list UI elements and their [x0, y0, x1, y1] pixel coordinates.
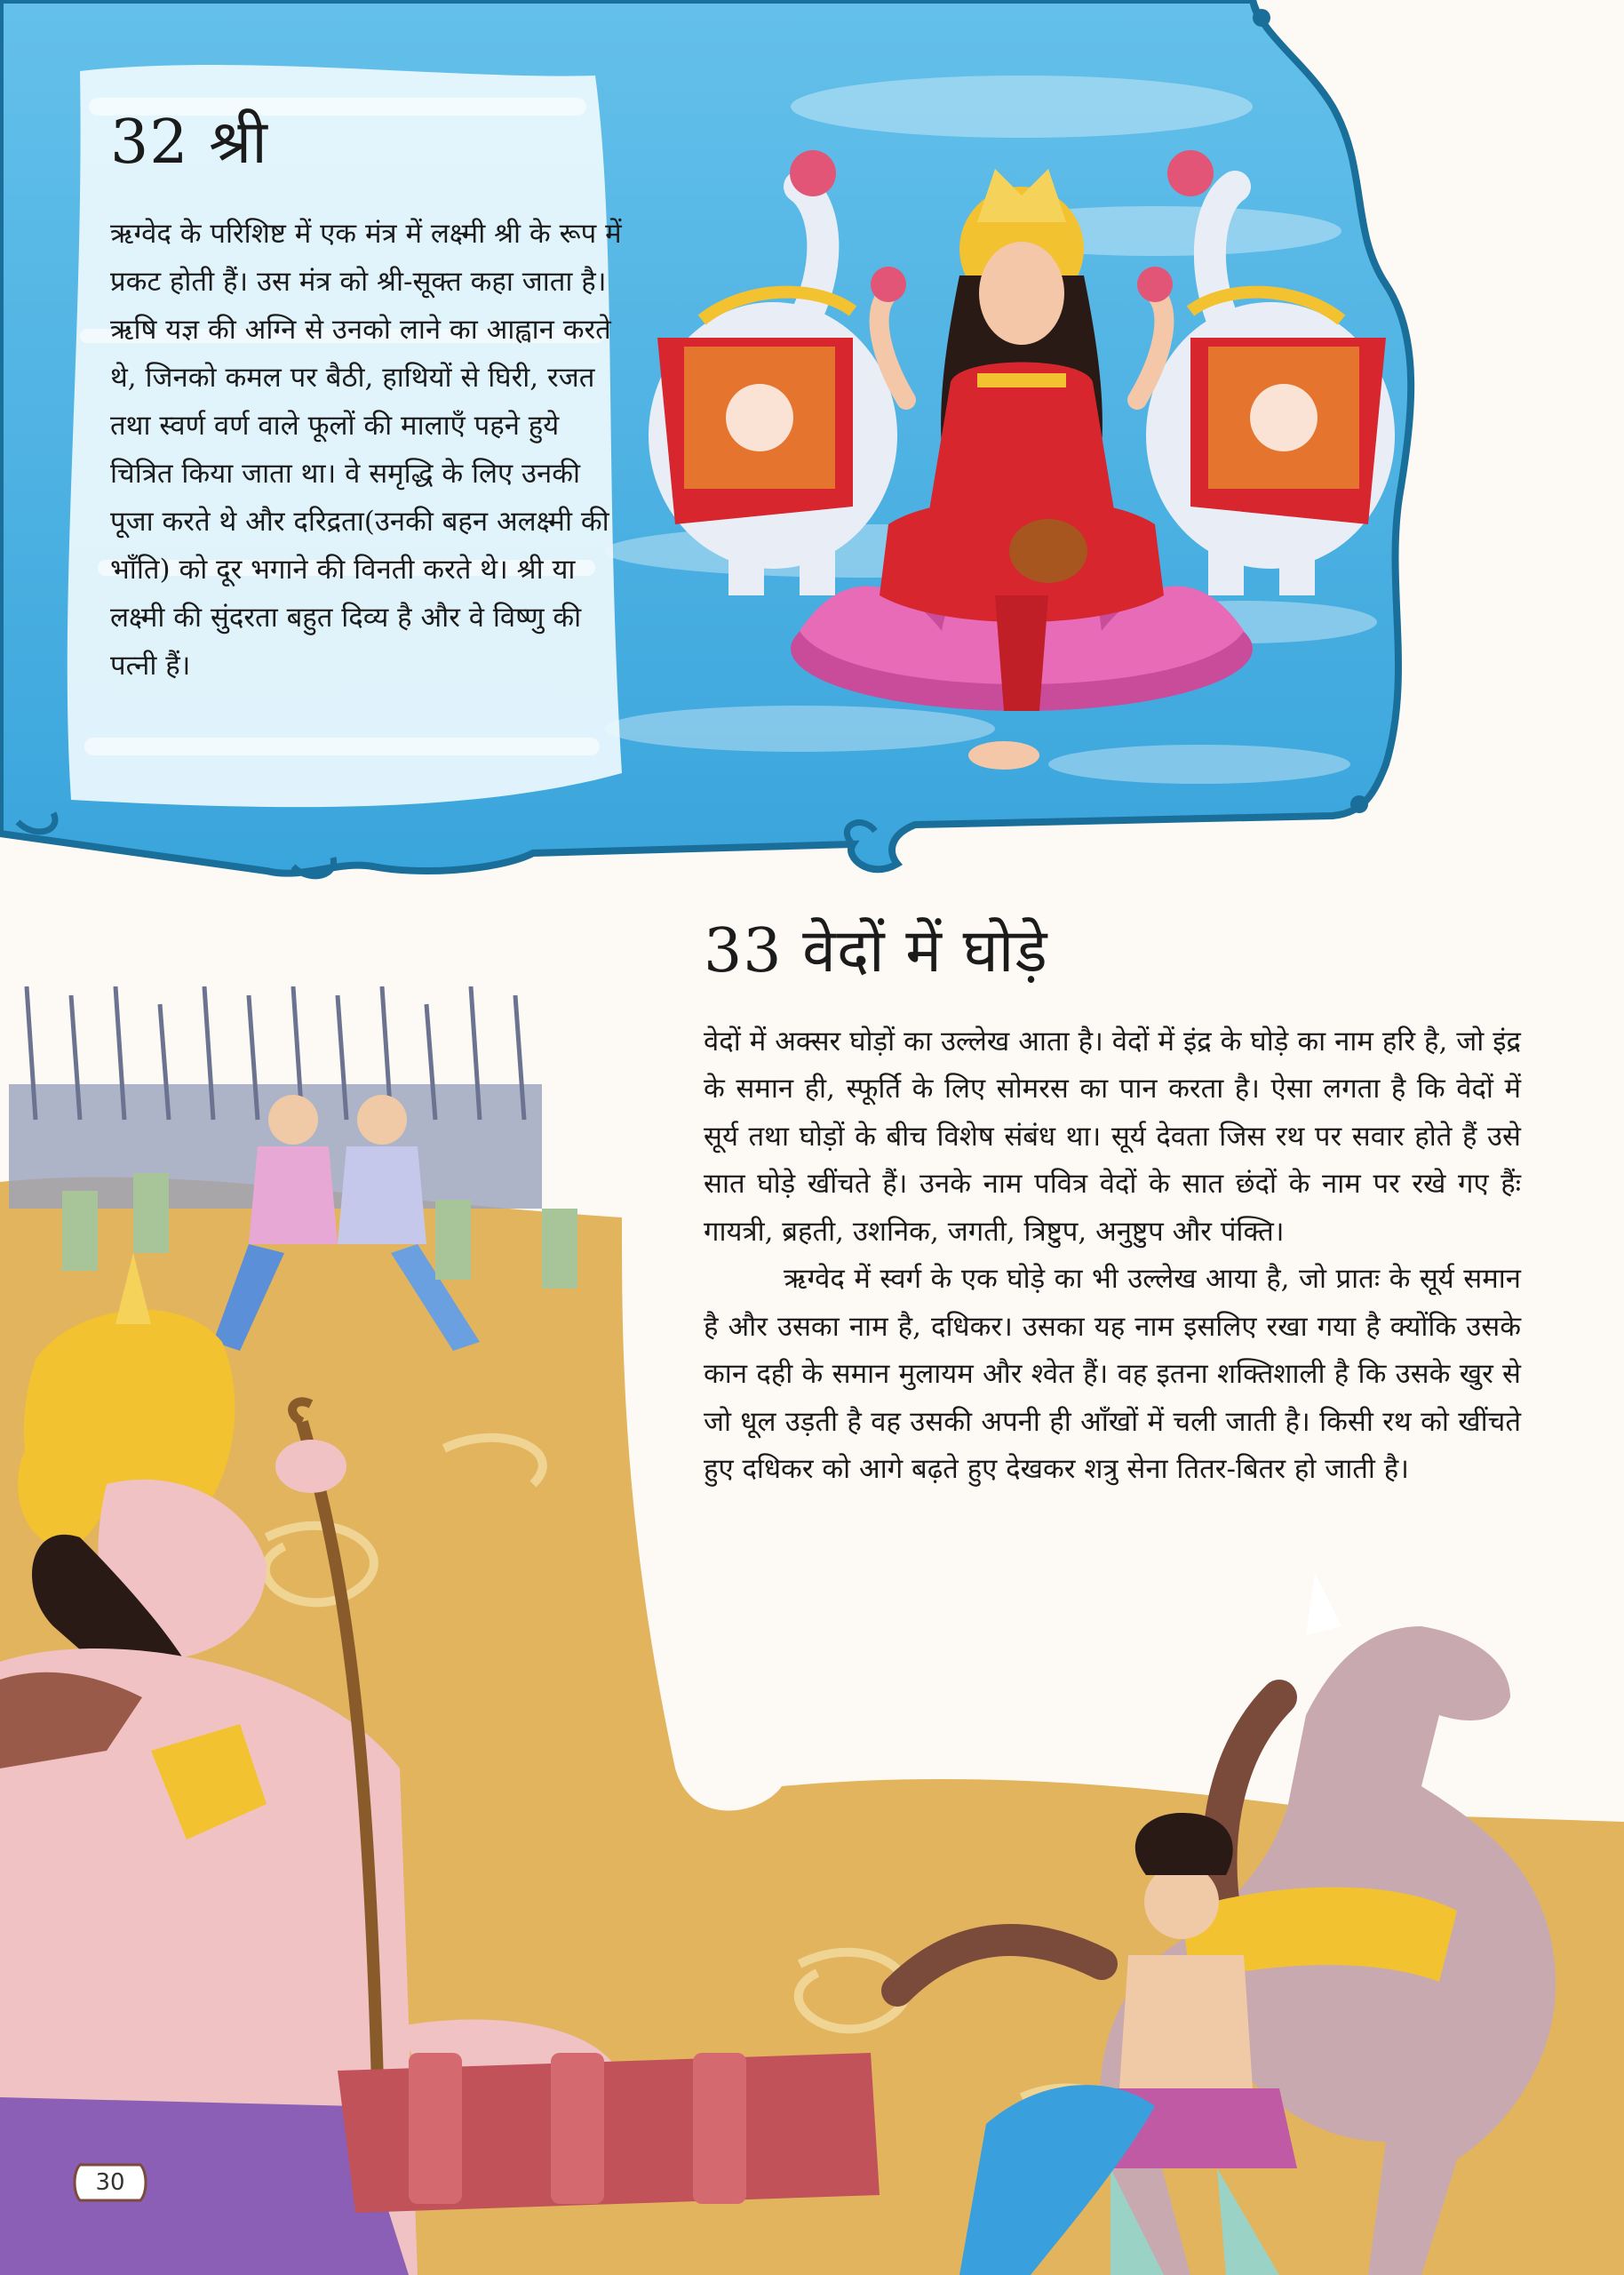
lakshmi-illustration — [622, 133, 1421, 818]
section-body: ऋग्वेद के परिशिष्ट में एक मंत्र में लक्ष्मी श्री के रूप में प्रकट होती हैं। उस मंत्र को श्री-सूक्त कहा जाता है। ऋषि यज्ञ की अग्नि से उनको लाने का आह्वान करते थे, जिनको कमल पर बैठी, हाथियों से घिरी, रजत तथा स्वर्ण वर्ण वाले फूलों की मालाएँ पहने हुये चित्रित किया जाता था। वे समृद्धि के लिए उनकी पूजा करते थे और दरिद्रता(उनकी बहन अलक्ष्मी की भाँति) को दूर भगाने की विनती करते थे। श्री या लक्ष्मी की सुंदरता बहुत दिव्य है और वे विष्णु की पत्नी हैं। — [110, 217, 622, 682]
section-paragraph-2: ऋग्वेद में स्वर्ग के एक घोड़े का भी उल्लेख आया है, जो प्रातः के सूर्य समान है और उसका नाम है, दधिकर। उसका यह नाम इसलिए रखा गया है क्योंकि उसके कान दही के समान मुलायम और श्वेत हैं। वह इतना शक्तिशाली है कि उसके खुर से जो धूल उड़ती है वह उसकी अपनी ही आँखों में चली जाती है। किसी रथ को खींचते हुए दधिकर को आगे बढ़ते हुए देखकर शत्रु सेना तितर-बितर हो जाती है। — [704, 1263, 1521, 1486]
section-paragraph-1: वेदों में अक्सर घोड़ों का उल्लेख आता है। वेदों में इंद्र के घोड़े का नाम हरि है, जो इंद्र के समान ही, स्फूर्ति के लिए सोमरस का पान करता है। ऐसा लगता है कि वेदों में सूर्य तथा घोड़ों के बीच विशेष संबंध था। सूर्य देवता जिस रथ पर सवार होते हैं उसे सात घोड़े खींचते हैं। उनके नाम पवित्र वेदों के सात छंदों के नाम पर रखे गए हैंः गायत्री, ब्रहती, उशनिक, जगती, त्रिष्टुप, अनुष्टुप और पंक्ति। — [704, 1025, 1521, 1248]
section-vedic-horses — [704, 915, 1521, 1494]
section-title: 32 श्री — [110, 108, 268, 178]
right-elephant — [1146, 150, 1395, 595]
page-number: 30 — [95, 2169, 125, 2196]
page-number-badge — [69, 2161, 151, 2204]
section-title: 33 वेदों में घोड़े — [704, 916, 1048, 986]
left-elephant — [649, 150, 897, 595]
section-shri — [110, 107, 625, 690]
